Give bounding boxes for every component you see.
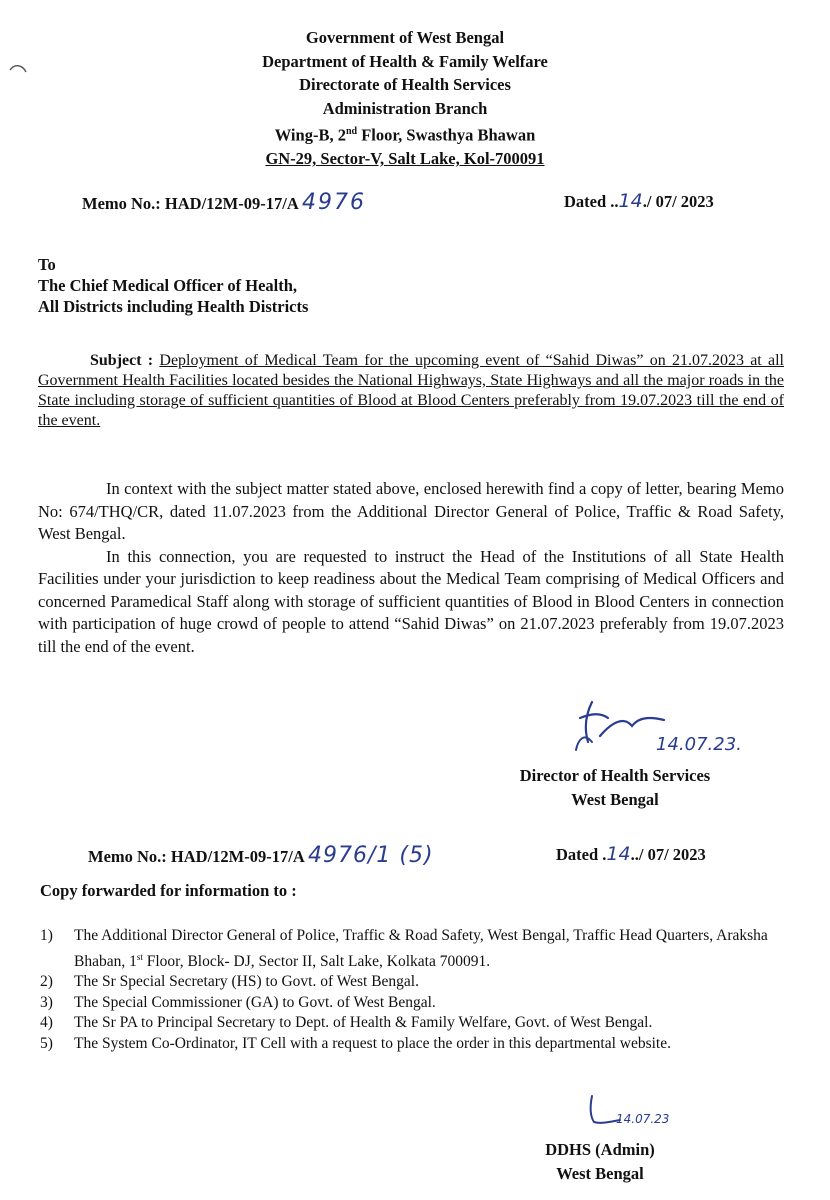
subject-label: Subject : [90,352,160,369]
addressee: To The Chief Medical Officer of Health, All Districts including Health Districts [38,255,309,316]
government-name: Government of West Bengal [305,28,505,47]
office-address: GN-29, Sector-V, Salt Lake, Kol-700091 [265,149,545,168]
copy-item-3: 3) The Special Commissioner (GA) to Govt. of West Bengal. [40,993,436,1011]
memo-number-2: Memo No.: HAD/12M-09-17/A 4976/1 (5) [88,843,434,868]
memo-number-1: Memo No.: HAD/12M-09-17/A 4976 [82,190,366,215]
directorate-name: Directorate of Health Services [299,75,511,94]
letterhead [0,26,810,171]
copy-item-5: 5) The System Co-Ordinator, IT Cell with a request to place the order in this departmental website. [40,1034,671,1052]
office-location: Wing-B, 2nd Floor, Swasthya Bhawan [274,125,536,145]
letter-body [38,478,784,658]
copy-item-2: 2) The Sr Special Secretary (HS) to Govt. of West Bengal. [40,973,419,991]
signatory-2: DDHS (Admin) West Bengal [545,1140,655,1183]
copy-item-1: 1) The Additional Director General of Police, Traffic & Road Safety, West Bengal, Traffic Head Quarters, Araksha Bhaban, 1st Floor, Block- DJ, Sector II, Salt Lake, Kolkata 700091. [40,927,768,970]
signature-1-date: 14.07.23. [656,734,742,755]
copy-item-4: 4) The Sr PA to Principal Secretary to Dept. of Health & Family Welfare, Govt. of West Bengal. [40,1014,653,1032]
memo-date-1: Dated ..14./ 07/ 2023 [564,190,714,212]
signatory-1: Director of Health Services West Bengal [519,766,711,809]
body-paragraph-2: In this connection, you are requested to instruct the Head of the Institutions of all State Health Facilities under your jurisdiction to keep readiness about the Medical Team comprising of Medical Officers and concerned Paramedical Staff along with storage of sufficient quantities of Blood in Blood Centers in connection with participation of huge crowd of people to attend “Sahid Diwas” on 21.07.2023 preferably from 19.07.2023 till the end of the event. [38,546,784,656]
copy-forwarded-title: Copy forwarded for information to : [40,881,297,900]
handwritten-memo-number: 4976 [301,190,366,215]
handwritten-memo-number-2: 4976/1 (5) [307,843,434,868]
signature-2-date: 14.07.23 [616,1112,670,1126]
department-name: Department of Health & Family Welfare [262,51,548,71]
subject-text: Deployment of Medical Team for the upcoming event of “Sahid Diwas” on 21.07.2023 at all Government Health Facilities located besides the National Highways, State Highways and all the major roads in the State including storage of sufficient quantities of Blood at Blood Centers preferably from 19.07.2023 till the end of the event. [38,352,784,429]
body-paragraph-1: In context with the subject matter stated above, enclosed herewith find a copy of letter, bearing Memo No: 674/THQ/CR, dated 11.07.2023 from the Additional Director General of Police, Traffic & Road Safety, West Bengal. [38,479,784,543]
branch-name: Administration Branch [322,98,488,118]
handwritten-date-day: 14 [618,190,643,212]
copy-list [40,926,780,1054]
subject-block [38,351,784,431]
memo-date-2: Dated .14../ 07/ 2023 [556,843,706,865]
handwritten-date-day-2: 14 [606,843,631,865]
